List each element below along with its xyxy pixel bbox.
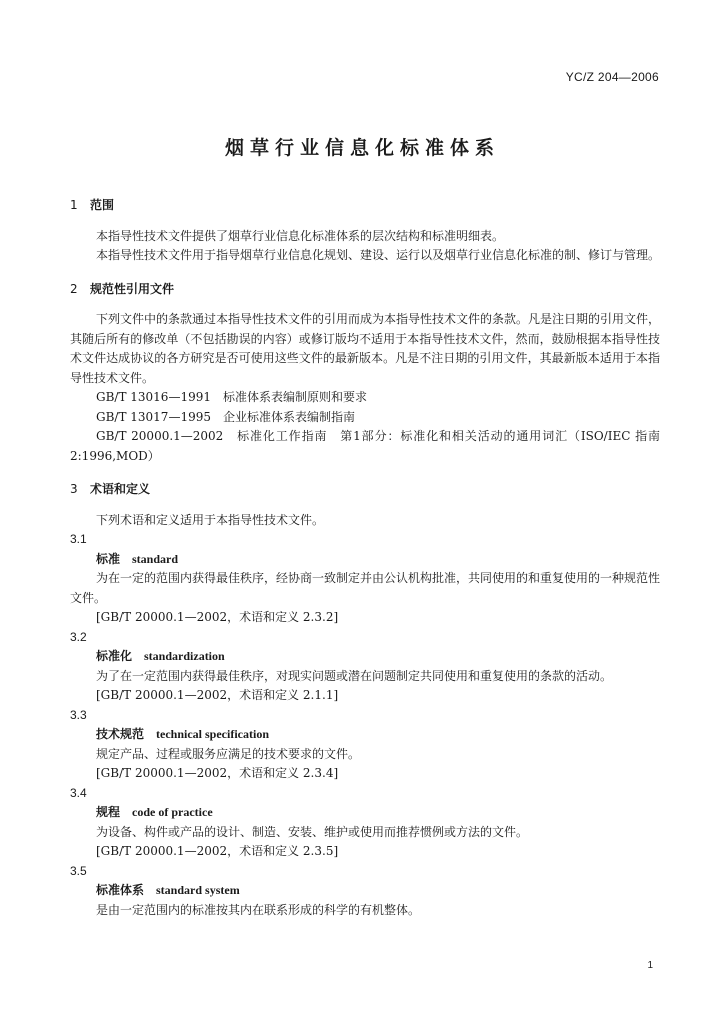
term-heading bbox=[70, 803, 660, 823]
term-entry bbox=[70, 628, 660, 706]
document-code: YC/Z 204—2006 bbox=[565, 70, 659, 84]
term-entry bbox=[70, 784, 660, 862]
term-heading bbox=[70, 647, 660, 667]
term-entry bbox=[70, 530, 660, 628]
term-source: [GB/T 20000.1—2002，术语和定义 2.1.1] bbox=[96, 688, 339, 702]
reference-item: GB/T 13016—1991 标准体系表编制原则和要求 bbox=[96, 390, 367, 404]
document-title: 烟草行业信息化标准体系 bbox=[224, 137, 500, 159]
term-zh: 规程 bbox=[96, 805, 121, 819]
terms-intro: 下列术语和定义适用于本指导性技术文件。 bbox=[96, 512, 325, 527]
term-definition: 为设备、构件或产品的设计、制造、安装、维护或使用而推荐惯例或方法的文件。 bbox=[96, 824, 529, 839]
term-en: standard system bbox=[156, 883, 240, 897]
scope-paragraph: 本指导性技术文件提供了烟草行业信息化标准体系的层次结构和标准明细表。 bbox=[96, 228, 505, 243]
term-en: code of practice bbox=[132, 805, 213, 819]
page-number: 1 bbox=[647, 960, 653, 971]
section-heading-terms bbox=[70, 480, 660, 500]
term-number: 3.5 bbox=[70, 863, 87, 878]
term-en: standardization bbox=[144, 649, 225, 663]
section-number: 3 bbox=[70, 482, 78, 496]
term-source: [GB/T 20000.1—2002，术语和定义 2.3.4] bbox=[96, 766, 339, 780]
term-zh: 技术规范 bbox=[96, 727, 145, 741]
section-heading-normative-references bbox=[70, 280, 660, 300]
term-source: [GB/T 20000.1—2002，术语和定义 2.3.5] bbox=[96, 844, 339, 858]
term-number: 3.4 bbox=[70, 785, 87, 800]
term-source: [GB/T 20000.1—2002，术语和定义 2.3.2] bbox=[96, 610, 339, 624]
section-heading-scope bbox=[70, 196, 660, 216]
reference-item: GB/T 20000.1—2002 标准化工作指南 第1部分：标准化和相关活动的通用词汇（ISO/IEC 指南 2:1996,MOD） bbox=[70, 429, 660, 463]
reference-item: GB/T 13017—1995 企业标准体系表编制指南 bbox=[96, 409, 355, 424]
term-zh: 标准 bbox=[96, 551, 121, 566]
term-en: technical specification bbox=[156, 727, 269, 741]
term-definition: 是由一定范围内的标准按其内在联系形成的科学的有机整体。 bbox=[96, 902, 421, 917]
section-number: 2 bbox=[70, 281, 78, 296]
section-title: 范围 bbox=[90, 198, 115, 212]
term-zh: 标准化 bbox=[96, 649, 133, 663]
term-number: 3.3 bbox=[70, 707, 87, 722]
section-title: 规范性引用文件 bbox=[90, 281, 175, 296]
term-definition: 规定产品、过程或服务应满足的技术要求的文件。 bbox=[96, 746, 361, 761]
term-number: 3.1 bbox=[70, 532, 87, 546]
term-entry bbox=[70, 862, 660, 921]
term-number: 3.2 bbox=[70, 629, 87, 644]
section-title: 术语和定义 bbox=[90, 482, 151, 496]
term-entry bbox=[70, 706, 660, 784]
term-heading bbox=[70, 550, 660, 570]
term-definition: 为了在一定范围内获得最佳秩序，对现实问题或潜在问题制定共同使用和重复使用的条款的活动。 bbox=[96, 668, 613, 683]
term-en: standard bbox=[132, 551, 179, 566]
section-number: 1 bbox=[70, 198, 78, 212]
term-definition: 为在一定的范围内获得最佳秩序，经协商一致制定并由公认机构批准，共同使用的和重复使用的一种规范性文件。 bbox=[70, 571, 661, 605]
document-body bbox=[70, 196, 660, 920]
scope-paragraph: 本指导性技术文件用于指导烟草行业信息化规划、建设、运行以及烟草行业信息化标准的制、修订与管理。 bbox=[96, 248, 661, 262]
term-heading bbox=[70, 881, 660, 901]
references-intro: 下列文件中的条款通过本指导性技术文件的引用而成为本指导性技术文件的条款。凡是注日期的引用文件，其随后所有的修改单（不包括勘误的内容）或修订版均不适用于本指导性技术文件，然而，鼓励根据本指导性技术文件达成协议的各方研究是否可使用这些文件的最新版本。凡是不注日期的引用文件，其最新版本适用于本指导性技术文件。 bbox=[70, 312, 661, 385]
term-zh: 标准体系 bbox=[96, 883, 145, 897]
term-heading bbox=[70, 725, 660, 745]
